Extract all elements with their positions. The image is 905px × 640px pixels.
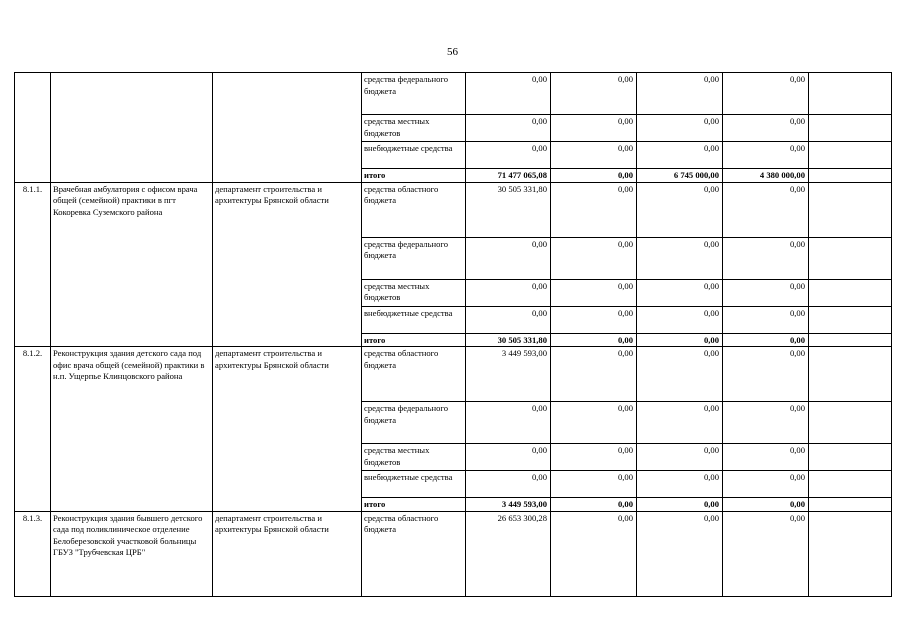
amount-cell: 0,00 <box>723 347 809 402</box>
amount-cell: 0,00 <box>551 402 637 444</box>
amount-cell: 0,00 <box>551 73 637 115</box>
name-cell: Врачебная амбулатория с офисом врача общей (семейной) практики в пгт Кокоревка Суземского района <box>51 182 213 347</box>
funding-source-cell: средства федерального бюджета <box>362 73 466 115</box>
funding-source-cell: средства федерального бюджета <box>362 402 466 444</box>
amount-cell: 0,00 <box>637 115 723 142</box>
amount-cell: 0,00 <box>723 511 809 596</box>
name-cell <box>51 73 213 183</box>
amount-cell: 0,00 <box>637 73 723 115</box>
amount-cell: 0,00 <box>723 444 809 471</box>
amount-cell: 0,00 <box>466 444 551 471</box>
amount-cell: 0,00 <box>637 142 723 169</box>
amount-cell: 0,00 <box>466 73 551 115</box>
amount-cell: 30 505 331,80 <box>466 182 551 237</box>
table-row <box>15 182 892 237</box>
empty-cell <box>809 444 892 471</box>
funding-source-cell: средства областного бюджета <box>362 182 466 237</box>
amount-cell: 0,00 <box>551 511 637 596</box>
amount-cell: 3 449 593,00 <box>466 347 551 402</box>
amount-cell: 0,00 <box>466 306 551 333</box>
amount-cell: 0,00 <box>551 306 637 333</box>
amount-cell: 26 653 300,28 <box>466 511 551 596</box>
amount-cell: 0,00 <box>723 237 809 279</box>
funding-source-cell: внебюджетные средства <box>362 142 466 169</box>
amount-cell: 0,00 <box>551 142 637 169</box>
funding-source-cell: внебюджетные средства <box>362 471 466 498</box>
empty-cell <box>809 237 892 279</box>
amount-cell: 0,00 <box>637 306 723 333</box>
funding-source-cell: итого <box>362 333 466 347</box>
amount-cell: 0,00 <box>637 471 723 498</box>
executor-cell: департамент строительства и архитектуры Брянской области <box>213 511 362 596</box>
funding-source-cell: итого <box>362 169 466 183</box>
amount-cell: 3 449 593,00 <box>466 498 551 512</box>
funding-source-cell: средства федерального бюджета <box>362 237 466 279</box>
amount-cell: 0,00 <box>637 182 723 237</box>
amount-cell: 0,00 <box>723 142 809 169</box>
amount-cell: 71 477 065,08 <box>466 169 551 183</box>
empty-cell <box>809 182 892 237</box>
amount-cell: 0,00 <box>723 73 809 115</box>
funding-source-cell: средства местных бюджетов <box>362 115 466 142</box>
amount-cell: 0,00 <box>551 169 637 183</box>
amount-cell: 0,00 <box>551 347 637 402</box>
funding-source-cell: средства областного бюджета <box>362 347 466 402</box>
amount-cell: 0,00 <box>637 498 723 512</box>
empty-cell <box>809 511 892 596</box>
code-cell: 8.1.2. <box>15 347 51 512</box>
amount-cell: 0,00 <box>723 279 809 306</box>
code-cell: 8.1.3. <box>15 511 51 596</box>
amount-cell: 0,00 <box>723 402 809 444</box>
empty-cell <box>809 402 892 444</box>
empty-cell <box>809 333 892 347</box>
empty-cell <box>809 73 892 115</box>
funding-source-cell: внебюджетные средства <box>362 306 466 333</box>
amount-cell: 0,00 <box>723 306 809 333</box>
amount-cell: 0,00 <box>466 237 551 279</box>
empty-cell <box>809 115 892 142</box>
amount-cell: 0,00 <box>551 237 637 279</box>
amount-cell: 0,00 <box>466 115 551 142</box>
table-row <box>15 73 892 115</box>
amount-cell: 0,00 <box>551 182 637 237</box>
amount-cell: 0,00 <box>637 237 723 279</box>
amount-cell: 0,00 <box>551 471 637 498</box>
funding-source-cell: средства областного бюджета <box>362 511 466 596</box>
code-cell: 8.1.1. <box>15 182 51 347</box>
executor-cell <box>213 73 362 183</box>
budget-table <box>14 72 892 597</box>
amount-cell: 0,00 <box>637 347 723 402</box>
funding-source-cell: средства местных бюджетов <box>362 279 466 306</box>
table-row <box>15 511 892 596</box>
code-cell <box>15 73 51 183</box>
table-body <box>15 73 892 597</box>
empty-cell <box>809 347 892 402</box>
amount-cell: 0,00 <box>551 115 637 142</box>
amount-cell: 0,00 <box>637 402 723 444</box>
name-cell: Реконструкция здания детского сада под офис врача общей (семейной) практики в н.п. Ущерпье Клинцовского района <box>51 347 213 512</box>
amount-cell: 0,00 <box>551 498 637 512</box>
amount-cell: 0,00 <box>466 142 551 169</box>
amount-cell: 0,00 <box>637 279 723 306</box>
page-number: 56 <box>447 46 458 58</box>
amount-cell: 30 505 331,80 <box>466 333 551 347</box>
funding-source-cell: средства местных бюджетов <box>362 444 466 471</box>
amount-cell: 0,00 <box>637 444 723 471</box>
amount-cell: 0,00 <box>723 471 809 498</box>
amount-cell: 0,00 <box>723 115 809 142</box>
executor-cell: департамент строительства и архитектуры Брянской области <box>213 182 362 347</box>
amount-cell: 0,00 <box>637 511 723 596</box>
funding-source-cell: итого <box>362 498 466 512</box>
amount-cell: 6 745 000,00 <box>637 169 723 183</box>
empty-cell <box>809 498 892 512</box>
name-cell: Реконструкция здания бывшего детского сада под поликлиническое отделение Белоберезовской участковой больницы ГБУЗ "Трубчевская ЦРБ" <box>51 511 213 596</box>
amount-cell: 0,00 <box>551 279 637 306</box>
empty-cell <box>809 471 892 498</box>
empty-cell <box>809 169 892 183</box>
amount-cell: 0,00 <box>551 333 637 347</box>
amount-cell: 0,00 <box>466 402 551 444</box>
amount-cell: 0,00 <box>723 182 809 237</box>
executor-cell: департамент строительства и архитектуры Брянской области <box>213 347 362 512</box>
amount-cell: 0,00 <box>466 471 551 498</box>
amount-cell: 0,00 <box>723 333 809 347</box>
table-row <box>15 347 892 402</box>
amount-cell: 0,00 <box>551 444 637 471</box>
empty-cell <box>809 142 892 169</box>
amount-cell: 0,00 <box>723 498 809 512</box>
amount-cell: 0,00 <box>637 333 723 347</box>
amount-cell: 0,00 <box>466 279 551 306</box>
amount-cell: 4 380 000,00 <box>723 169 809 183</box>
empty-cell <box>809 279 892 306</box>
empty-cell <box>809 306 892 333</box>
